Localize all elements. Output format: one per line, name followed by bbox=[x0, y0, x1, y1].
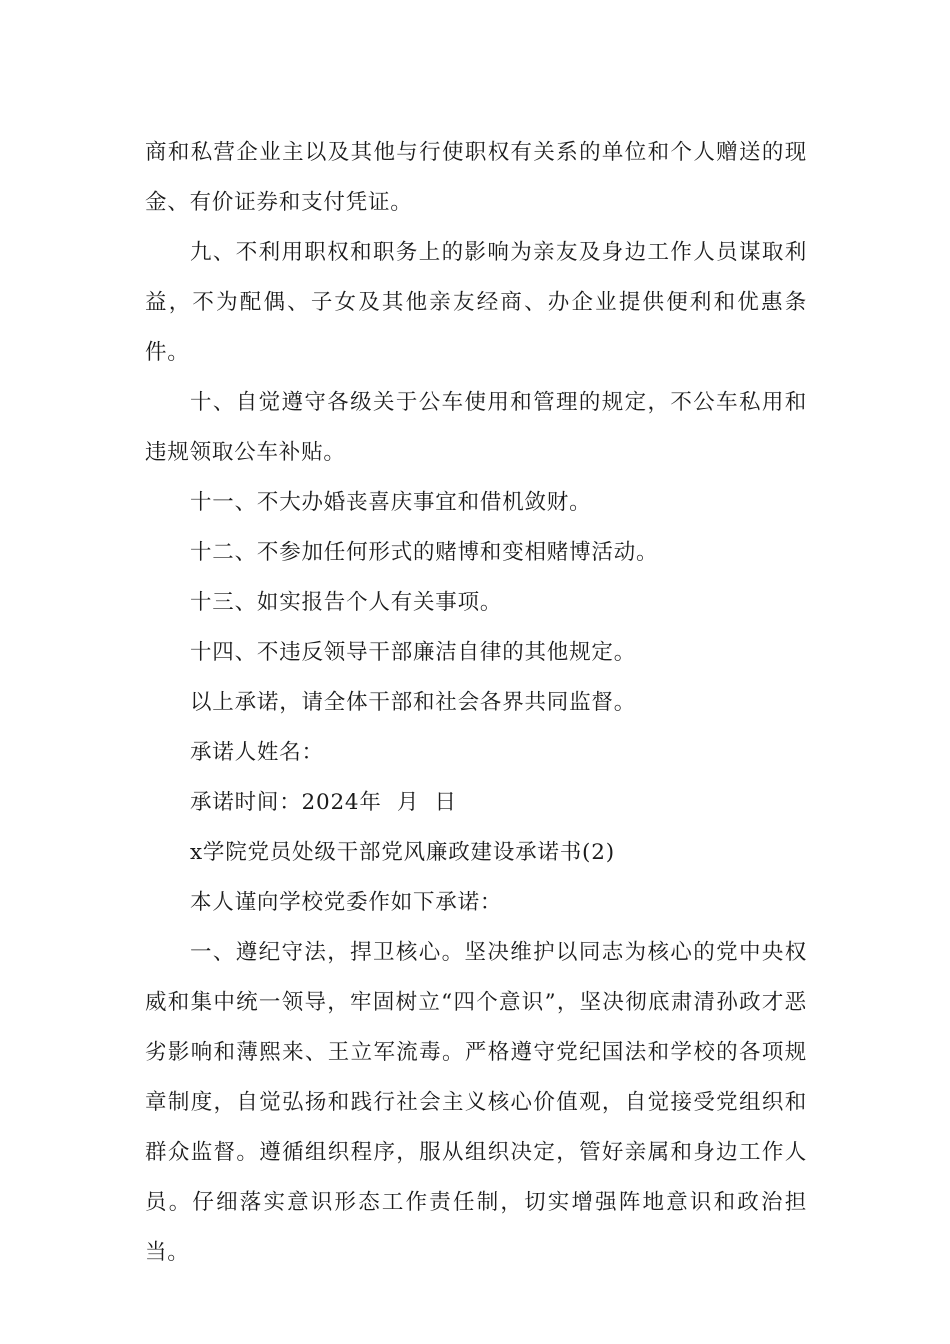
paragraph-item-10: 十、自觉遵守各级关于公车使用和管理的规定，不公车私用和违规领取公车补贴。 bbox=[145, 390, 807, 465]
paragraph-item-9: 九、不利用职权和职务上的影响为亲友及身边工作人员谋取利益，不为配偶、子女及其他亲友经商、办企业提供便利和优惠条件。 bbox=[145, 240, 807, 365]
paragraph-item-12: 十二、不参加任何形式的赌博和变相赌博活动。 bbox=[190, 540, 659, 565]
paragraph-continuation: 商和私营企业主以及其他与行使职权有关系的单位和个人赠送的现金、有价证券和支付凭证。 bbox=[145, 140, 807, 215]
section-title: x学院党员处级干部党风廉政建设承诺书(2) bbox=[190, 840, 615, 865]
paragraph-item-1: 一、遵纪守法，捍卫核心。坚决维护以同志为核心的党中央权威和集中统一领导，牢固树立“四个意识”，坚决彻底肃清孙政才恶劣影响和薄熙来、王立军流毒。严格遵守党纪国法和学校的各项规章制度，自觉弘扬和践行社会主义核心价值观，自觉接受党组织和群众监督。遵循组织程序，服从组织决定，管好亲属和身边工作人员。仔细落实意识形态工作责任制，切实增强阵地意识和政治担当。 bbox=[145, 940, 807, 1265]
paragraph-intro: 本人谨向学校党委作如下承诺： bbox=[190, 890, 503, 915]
signer-name-line: 承诺人姓名： bbox=[190, 740, 324, 765]
document-body bbox=[145, 128, 807, 1278]
paragraph-item-13: 十三、如实报告个人有关事项。 bbox=[190, 590, 503, 615]
paragraph-item-11: 十一、不大办婚丧喜庆事宜和借机敛财。 bbox=[190, 490, 592, 515]
paragraph-item-14: 十四、不违反领导干部廉洁自律的其他规定。 bbox=[190, 640, 637, 665]
paragraph-supervision: 以上承诺，请全体干部和社会各界共同监督。 bbox=[190, 690, 637, 715]
signing-date-line: 承诺时间：2024年 月 日 bbox=[190, 790, 457, 815]
